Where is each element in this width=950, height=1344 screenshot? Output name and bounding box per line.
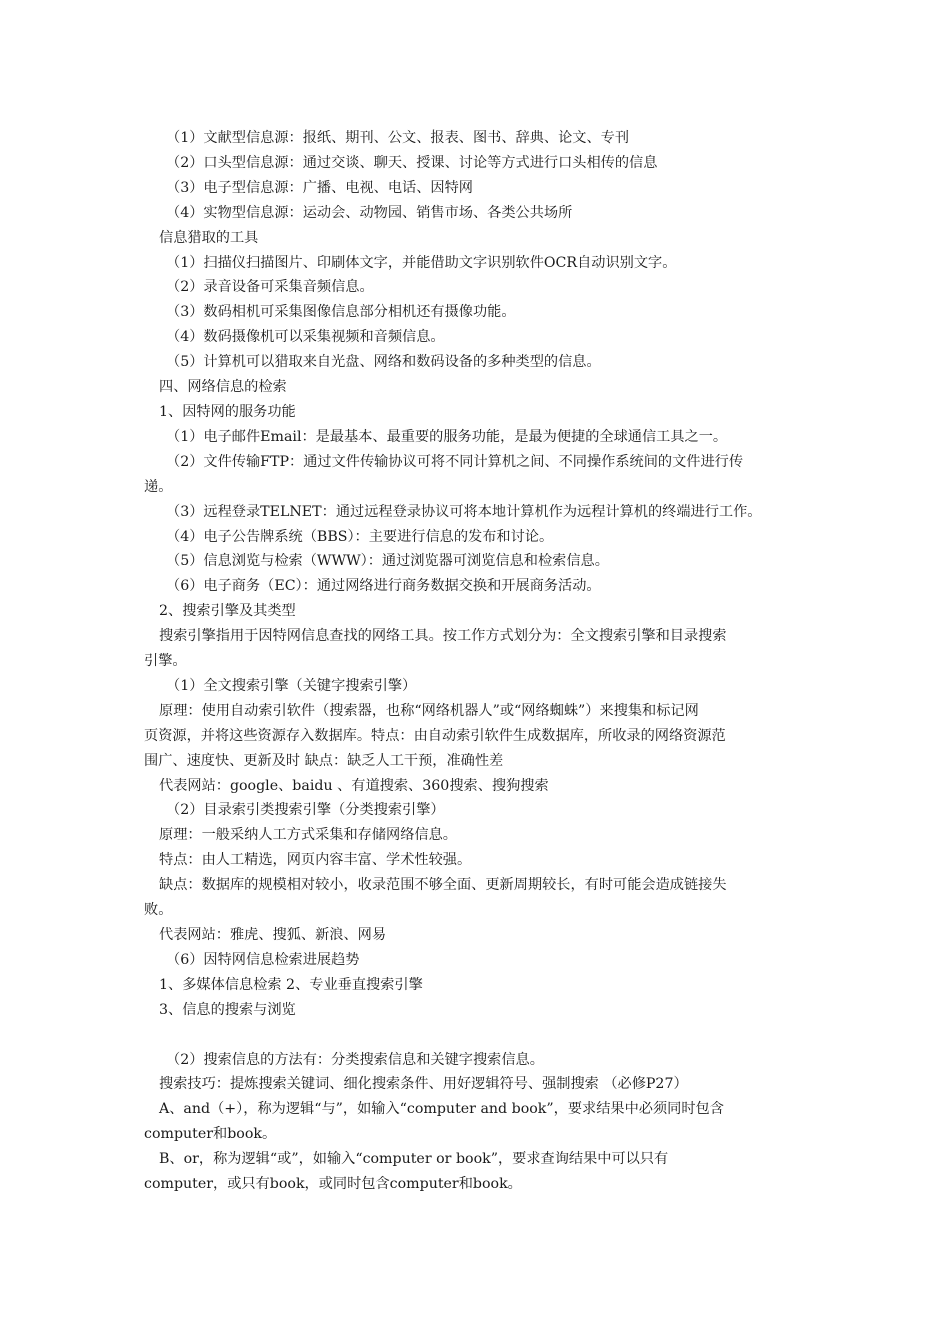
- text-line: （4）实物型信息源：运动会、动物园、销售市场、各类公共场所: [166, 204, 573, 221]
- text-line: （2）搜索信息的方法有：分类搜索信息和关键字搜索信息。: [166, 1051, 544, 1068]
- blank-line: [144, 1023, 808, 1048]
- text-line: 递。: [144, 478, 173, 495]
- text-line: （2）文件传输FTP：通过文件传输协议可将不同计算机之间、不同操作系统间的文件进行传: [166, 453, 744, 470]
- text-line: （6）因特网信息检索进展趋势: [166, 951, 360, 968]
- text-line: 特点：由人工精选，网页内容丰富、学术性较强。: [159, 852, 472, 869]
- text-line: （3）远程登录TELNET：通过远程登录协议可将本地计算机作为远程计算机的终端进行工作。: [166, 503, 762, 520]
- text-line: （2）口头型信息源：通过交谈、聊天、授课、讨论等方式进行口头相传的信息: [166, 154, 658, 171]
- text-line: （1）扫描仪扫描图片、印刷体文字，并能借助文字识别软件OCR自动识别文字。: [166, 254, 677, 271]
- text-line: （3）数码相机可采集图像信息部分相机还有摄像功能。: [166, 304, 516, 321]
- section-heading: 四、网络信息的检索: [159, 379, 287, 396]
- text-line: （4）数码摄像机可以采集视频和音频信息。: [166, 329, 445, 346]
- text-line: 代表网站：google、baidu 、有道搜索、360搜索、搜狗搜索: [159, 777, 549, 794]
- text-line: （1）全文搜索引擎（关键字搜索引擎）: [166, 677, 417, 694]
- text-line: 原理：使用自动索引软件（搜索器，也称“网络机器人”或“网络蜘蛛”）来搜集和标记网: [159, 702, 699, 719]
- text-line: 1、多媒体信息检索 2、专业垂直搜索引擎: [159, 976, 423, 993]
- text-line: computer和book。: [144, 1126, 277, 1143]
- section-heading: 信息猎取的工具: [159, 229, 259, 246]
- text-line: 搜索引擎指用于因特网信息查找的网络工具。按工作方式划分为：全文搜索引擎和目录搜索: [159, 628, 727, 645]
- text-line: （5）计算机可以猎取来自光盘、网络和数码设备的多种类型的信息。: [166, 354, 601, 371]
- text-line: 代表网站：雅虎、搜狐、新浪、网易: [159, 927, 387, 943]
- section-heading: 3、信息的搜索与浏览: [159, 1001, 296, 1018]
- text-line: （3）电子型信息源：广播、电视、电话、因特网: [166, 179, 473, 196]
- text-line: 搜索技巧：提炼搜索关键词、细化搜索条件、用好逻辑符号、强制搜索 （必修P27）: [159, 1076, 688, 1093]
- document-body: [144, 126, 808, 1197]
- text-line: B、or，称为逻辑“或”，如输入“computer or book”，要求查询结果中可以只有: [159, 1151, 669, 1168]
- text-line: 缺点：数据库的规模相对较小，收录范围不够全面、更新周期较长，有时可能会造成链接失: [159, 877, 727, 894]
- text-line: （1）电子邮件Email：是最基本、最重要的服务功能，是最为便捷的全球通信工具之一。: [166, 428, 728, 445]
- text-line: 引擎。: [144, 653, 187, 670]
- text-line: （1）文献型信息源：报纸、期刊、公文、报表、图书、辞典、论文、专刊: [166, 130, 630, 146]
- text-line: 原理：一般采纳人工方式采集和存储网络信息。: [159, 827, 457, 844]
- section-heading: 2、搜索引擎及其类型: [159, 603, 296, 620]
- text-line: 页资源，并将这些资源存入数据库。特点：由自动索引软件生成数据库，所收录的网络资源范: [144, 727, 726, 744]
- text-line: computer，或只有book，或同时包含computer和book。: [144, 1176, 522, 1193]
- text-line: （6）电子商务（EC）：通过网络进行商务数据交换和开展商务活动。: [166, 578, 601, 595]
- text-line: 败。: [144, 902, 173, 919]
- text-line: （4）电子公告牌系统（BBS）：主要进行信息的发布和讨论。: [166, 528, 554, 545]
- text-line: A、and（+），称为逻辑“与”，如输入“computer and book”，要求结果中必须同时包含: [159, 1101, 724, 1118]
- text-line: （5）信息浏览与检索（WWW）：通过浏览器可浏览信息和检索信息。: [166, 553, 609, 570]
- text-line: （2）目录索引类搜索引擎（分类搜索引擎）: [166, 802, 445, 819]
- text-line: 围广、速度快、更新及时 缺点：缺乏人工干预，准确性差: [144, 752, 504, 769]
- section-heading: 1、因特网的服务功能: [159, 403, 296, 420]
- text-line: （2）录音设备可采集音频信息。: [166, 279, 374, 296]
